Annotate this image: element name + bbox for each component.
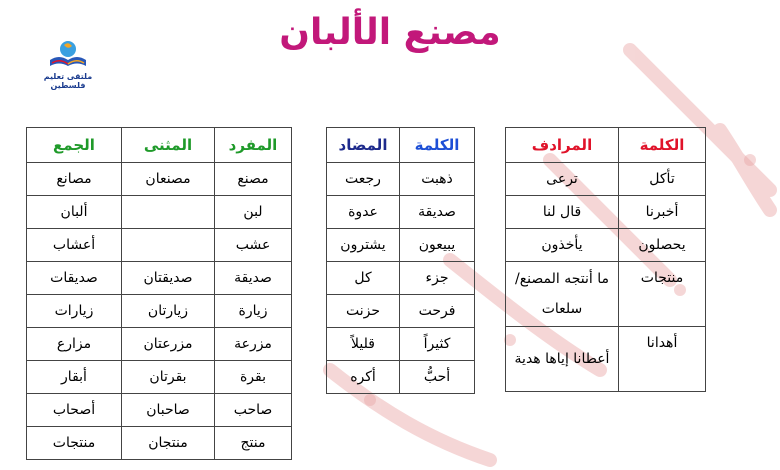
synonym-cell: أعطانا إياها هدية	[506, 327, 619, 392]
word-cell: جزء	[400, 262, 475, 295]
singular-cell: مزرعة	[215, 328, 292, 361]
table-header-row	[327, 128, 475, 163]
synonym-cell: قال لنا	[506, 196, 619, 229]
word-cell: فرحت	[400, 295, 475, 328]
plural-cell: صديقات	[27, 262, 122, 295]
synonym-header: المرادف	[506, 128, 619, 163]
singular-cell: لبن	[215, 196, 292, 229]
word-cell: أهدانا	[619, 327, 706, 392]
singular-cell: صاحب	[215, 394, 292, 427]
word-header: الكلمة	[400, 128, 475, 163]
table-row	[27, 361, 292, 394]
site-logo	[28, 36, 108, 88]
opposite-cell: أكره	[327, 361, 400, 394]
dual-cell: مزرعتان	[122, 328, 215, 361]
word-cell: أحبُّ	[400, 361, 475, 394]
dual-cell: مصنعان	[122, 163, 215, 196]
table-row	[506, 229, 706, 262]
plural-cell: ألبان	[27, 196, 122, 229]
table-row	[327, 163, 475, 196]
table-row	[506, 327, 706, 392]
page-title: مصنع الألبان	[279, 12, 501, 53]
table-row	[27, 328, 292, 361]
singular-cell: زيارة	[215, 295, 292, 328]
dual-cell: منتجان	[122, 427, 215, 460]
table-row	[327, 361, 475, 394]
table-row	[506, 262, 706, 327]
table-row	[327, 328, 475, 361]
opposite-cell: قليلاً	[327, 328, 400, 361]
table-row	[27, 163, 292, 196]
singular-header: المفرد	[215, 128, 292, 163]
plural-header: الجمع	[27, 128, 122, 163]
table-header-row	[27, 128, 292, 163]
word-cell: صديقة	[400, 196, 475, 229]
opposite-cell: رجعت	[327, 163, 400, 196]
plural-cell: أعشاب	[27, 229, 122, 262]
opposite-cell: عدوة	[327, 196, 400, 229]
plural-cell: مزارع	[27, 328, 122, 361]
plural-cell: زيارات	[27, 295, 122, 328]
dual-header: المثنى	[122, 128, 215, 163]
synonym-cell: ما أنتجه المصنع/سلعات	[506, 262, 619, 327]
word-cell: ذهبت	[400, 163, 475, 196]
table-row	[506, 196, 706, 229]
synonyms-table	[505, 127, 706, 392]
table-row	[27, 295, 292, 328]
table-row	[327, 229, 475, 262]
plural-cell: أبقار	[27, 361, 122, 394]
word-cell: تأكل	[619, 163, 706, 196]
word-cell: أخبرنا	[619, 196, 706, 229]
plural-cell: منتجات	[27, 427, 122, 460]
dual-cell: زيارتان	[122, 295, 215, 328]
opposite-cell: كل	[327, 262, 400, 295]
opposite-header: المضاد	[327, 128, 400, 163]
opposite-cell: يشترون	[327, 229, 400, 262]
dual-cell	[122, 229, 215, 262]
logo-text: ملتقى تعليم فلسطين	[43, 72, 93, 90]
table-row	[327, 262, 475, 295]
singular-cell: مصنع	[215, 163, 292, 196]
table-row	[506, 163, 706, 196]
table-row	[327, 295, 475, 328]
plural-cell: مصانع	[27, 163, 122, 196]
singular-cell: صديقة	[215, 262, 292, 295]
table-row	[327, 196, 475, 229]
singular-cell: منتج	[215, 427, 292, 460]
table-row	[27, 394, 292, 427]
singular-cell: بقرة	[215, 361, 292, 394]
plural-cell: أصحاب	[27, 394, 122, 427]
word-cell: يبيعون	[400, 229, 475, 262]
book-globe-logo-icon	[28, 36, 108, 72]
dual-cell: صديقتان	[122, 262, 215, 295]
word-cell: منتجات	[619, 262, 706, 327]
synonym-cell: ترعى	[506, 163, 619, 196]
word-cell: كثيراً	[400, 328, 475, 361]
dual-cell	[122, 196, 215, 229]
table-row	[27, 196, 292, 229]
table-header-row	[506, 128, 706, 163]
word-header: الكلمة	[619, 128, 706, 163]
synonym-cell: يأخذون	[506, 229, 619, 262]
opposites-table	[326, 127, 475, 394]
opposite-cell: حزنت	[327, 295, 400, 328]
table-row	[27, 229, 292, 262]
table-row	[27, 262, 292, 295]
singular-cell: عشب	[215, 229, 292, 262]
dual-cell: بقرتان	[122, 361, 215, 394]
word-cell: يحصلون	[619, 229, 706, 262]
plural-table	[26, 127, 292, 460]
table-row	[27, 427, 292, 460]
dual-cell: صاحبان	[122, 394, 215, 427]
